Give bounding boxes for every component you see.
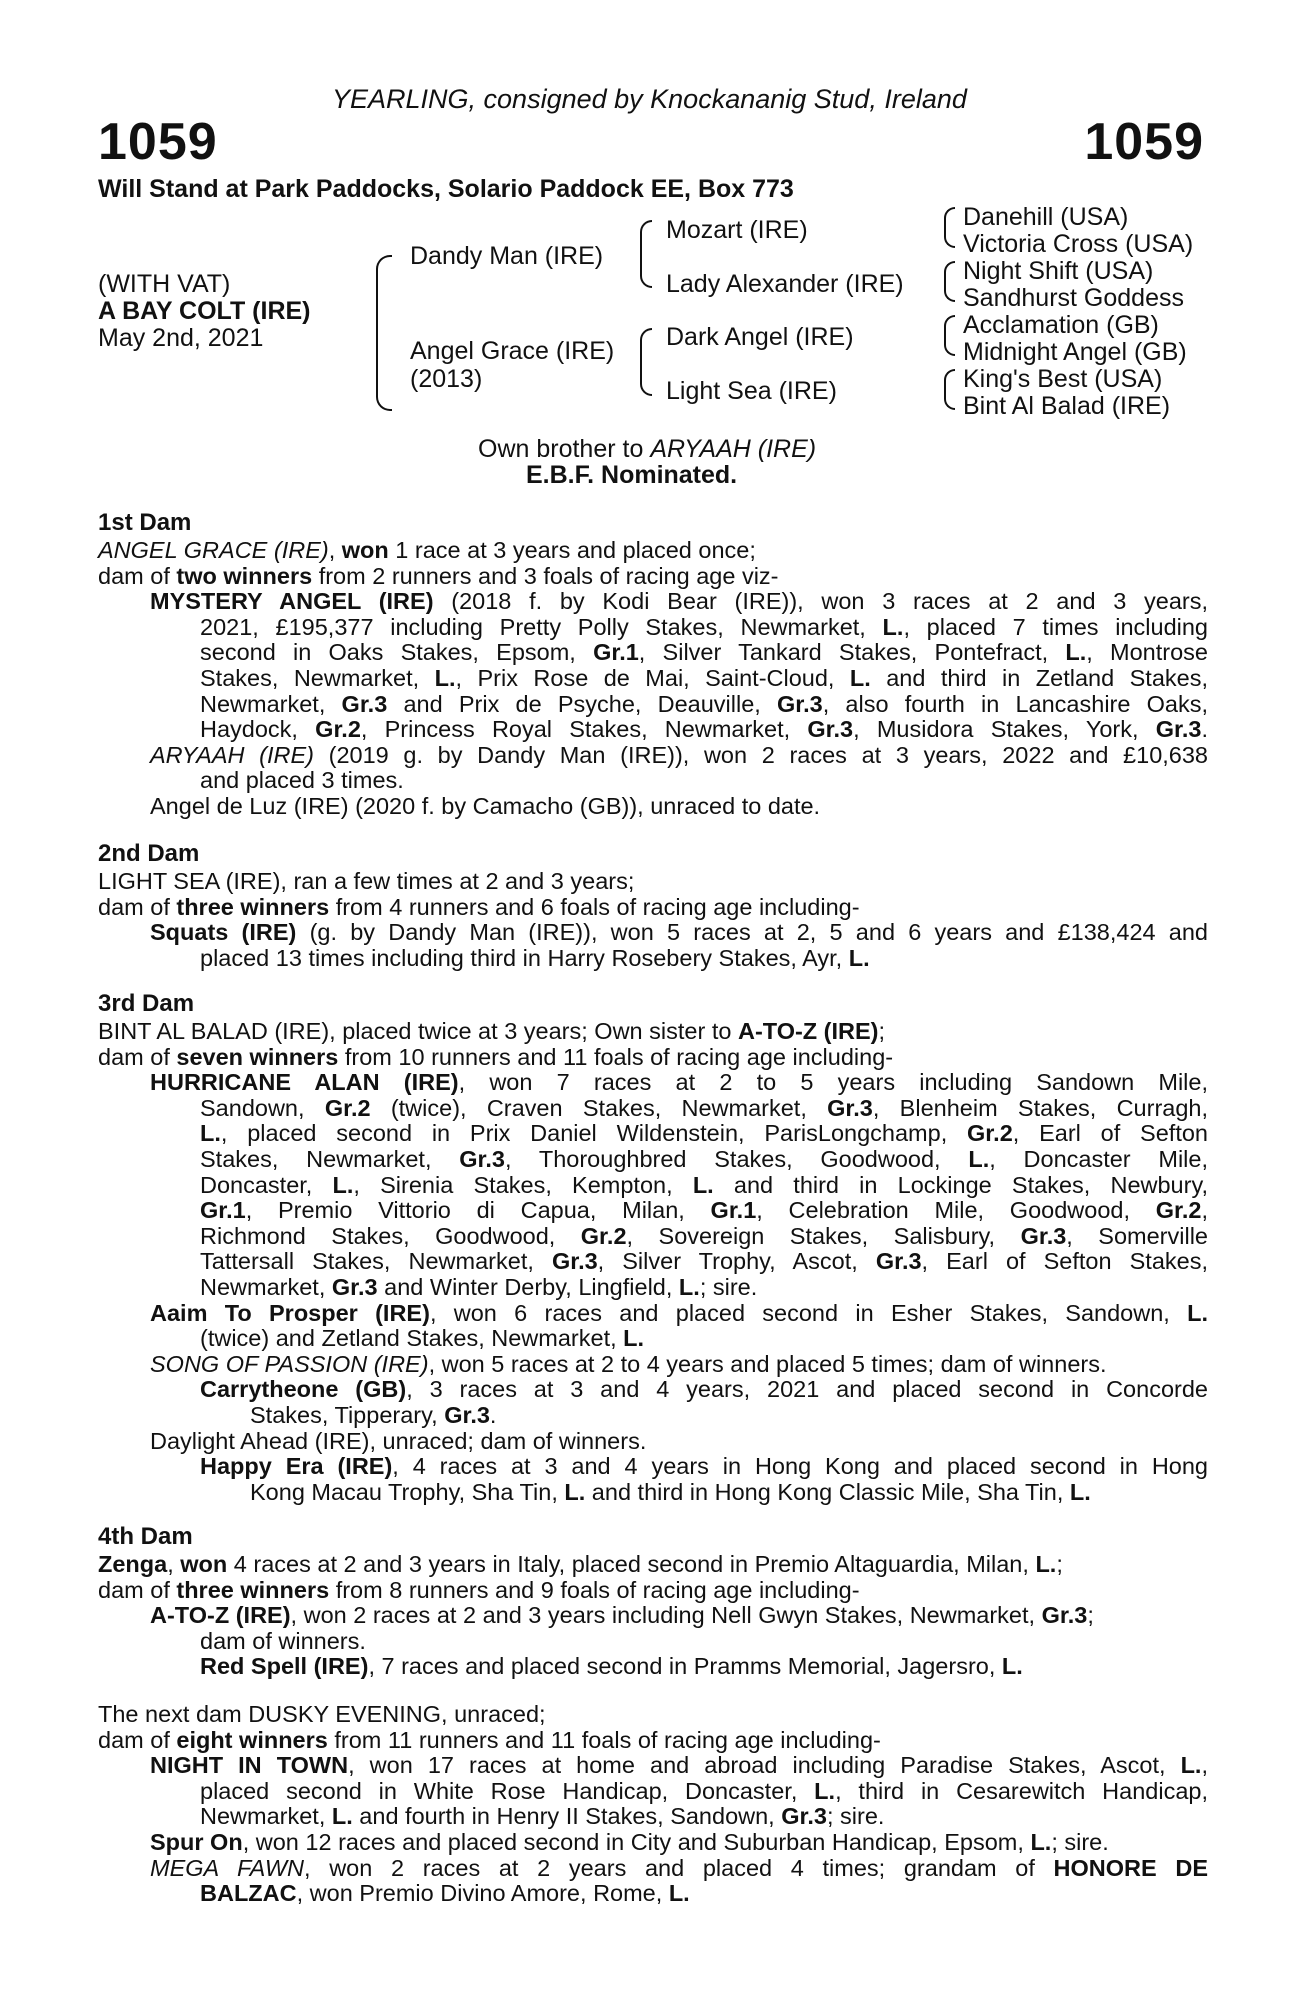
text-line: Newmarket, Gr.3 and Prix de Psyche, Deauville, Gr.3, also fourth in Lancashire Oaks, xyxy=(200,690,1208,717)
text-line: NIGHT IN TOWN, won 17 races at home and abroad including Paradise Stakes, Ascot, L., xyxy=(150,1752,1208,1779)
text-line: MYSTERY ANGEL (IRE) (2018 f. by Kodi Bear (IRE)), won 3 races at 2 and 3 years, xyxy=(150,588,1209,615)
brace-g1 xyxy=(944,207,955,248)
brace-g2 xyxy=(944,261,955,302)
text-line: Gr.1, Premio Vittorio di Capua, Milan, Gr.1, Celebration Mile, Goodwood, Gr.2, xyxy=(200,1197,1208,1224)
text-line: and placed 3 times. xyxy=(200,767,404,794)
grandparent-4: Sandhurst Goddess xyxy=(963,284,1184,312)
text-line: LIGHT SEA (IRE), ran a few times at 2 and 3 years; xyxy=(98,868,635,894)
section-3 xyxy=(98,990,1208,1505)
text-line: Stakes, Newmarket, Gr.3, Thoroughbred Stakes, Goodwood, L., Doncaster Mile, xyxy=(200,1145,1209,1172)
text-line: dam of three winners from 4 runners and 6 foals of racing age including- xyxy=(98,893,860,920)
brace-sire xyxy=(640,220,652,288)
text-line: Tattersall Stakes, Newmarket, Gr.3, Silver Trophy, Ascot, Gr.3, Earl of Sefton Stakes, xyxy=(200,1248,1208,1275)
text-line: Angel de Luz (IRE) (2020 f. by Camacho (GB)), unraced to date. xyxy=(150,792,821,819)
text-line: L., placed second in Prix Daniel Wildenstein, ParisLongchamp, Gr.2, Earl of Sefton xyxy=(200,1120,1208,1147)
own-brother-note xyxy=(478,435,816,464)
text-line: SONG OF PASSION (IRE), won 5 races at 2 to 4 years and placed 5 times; dam of winners. xyxy=(150,1350,1107,1377)
dam-year: (2013) xyxy=(410,365,483,393)
section-5 xyxy=(98,1702,1208,1907)
text-line: ANGEL GRACE (IRE), won 1 race at 3 years and placed once; xyxy=(98,537,756,563)
foaled-date: May 2nd, 2021 xyxy=(98,324,264,352)
text-line: Red Spell (IRE), 7 races and placed second in Pramms Memorial, Jagersro, L. xyxy=(200,1653,1023,1680)
text-line: Stakes, Tipperary, Gr.3. xyxy=(250,1401,497,1428)
text-line: BALZAC, won Premio Divino Amore, Rome, L. xyxy=(200,1880,690,1907)
grandparent-7: King's Best (USA) xyxy=(963,365,1163,393)
text-line: Newmarket, Gr.3 and Winter Derby, Lingfield, L.; sire. xyxy=(200,1273,758,1300)
grandparent-1: Danehill (USA) xyxy=(963,203,1129,231)
own-brother-name: ARYAAH (IRE) xyxy=(650,435,817,463)
section-title: 3rd Dam xyxy=(98,990,195,1017)
text-line: placed 13 times including third in Harry Rosebery Stakes, Ayr, L. xyxy=(200,944,870,971)
text-line: dam of eight winners from 11 runners and 11 foals of racing age including- xyxy=(98,1726,881,1753)
text-line: Doncaster, L., Sirenia Stakes, Kempton, L. and third in Lockinge Stakes, Newbury, xyxy=(200,1171,1208,1198)
text-line: second in Oaks Stakes, Epsom, Gr.1, Silver Tankard Stakes, Pontefract, L., Montrose xyxy=(200,639,1208,666)
text-line: Aaim To Prosper (IRE), won 6 races and placed second in Esher Stakes, Sandown, L. xyxy=(150,1299,1208,1326)
text-line: (twice) and Zetland Stakes, Newmarket, L. xyxy=(200,1325,645,1352)
grandparent-6: Midnight Angel (GB) xyxy=(963,338,1187,366)
grandparent-8: Bint Al Balad (IRE) xyxy=(963,392,1171,420)
text-line: dam of winners. xyxy=(200,1627,366,1654)
text-line: dam of three winners from 8 runners and 9 foals of racing age including- xyxy=(98,1576,860,1603)
text-line: Zenga, won 4 races at 2 and 3 years in Italy, placed second in Premio Altaguardia, Milan, L.; xyxy=(98,1551,1063,1577)
dam-sire: Dark Angel (IRE) xyxy=(666,323,854,351)
brace-main xyxy=(376,255,392,411)
text-line: HURRICANE ALAN (IRE), won 7 races at 2 to 5 years including Sandown Mile, xyxy=(150,1069,1209,1096)
brace-g4 xyxy=(944,369,955,410)
text-line: placed second in White Rose Handicap, Doncaster, L., third in Cesarewitch Handicap, xyxy=(200,1777,1209,1804)
horse-name: A BAY COLT (IRE) xyxy=(98,297,311,325)
consignment-subtitle: YEARLING, consigned by Knockananig Stud, Ireland xyxy=(332,84,967,114)
text-line: Carrytheone (GB), 3 races at 3 and 4 years, 2021 and placed second in Concorde xyxy=(200,1376,1208,1403)
section-2 xyxy=(98,840,1208,971)
stand-location: Will Stand at Park Paddocks, Solario Paddock EE, Box 773 xyxy=(98,175,794,203)
own-brother-prefix: Own brother to xyxy=(478,435,651,463)
lot-number-left: 1059 xyxy=(98,113,218,171)
sire-dam: Lady Alexander (IRE) xyxy=(666,270,904,298)
text-line: Happy Era (IRE), 4 races at 3 and 4 years in Hong Kong and placed second in Hong xyxy=(200,1453,1208,1480)
text-line: Daylight Ahead (IRE), unraced; dam of winners. xyxy=(150,1427,647,1454)
text-line: A-TO-Z (IRE), won 2 races at 2 and 3 years including Nell Gwyn Stakes, Newmarket, Gr.3; xyxy=(150,1602,1094,1629)
text-line: Sandown, Gr.2 (twice), Craven Stakes, Newmarket, Gr.3, Blenheim Stakes, Curragh, xyxy=(200,1094,1209,1121)
grandparent-2: Victoria Cross (USA) xyxy=(963,230,1194,258)
text-line: Haydock, Gr.2, Princess Royal Stakes, Newmarket, Gr.3, Musidora Stakes, York, Gr.3. xyxy=(200,716,1208,743)
section-title: 1st Dam xyxy=(98,509,192,536)
sire: Dandy Man (IRE) xyxy=(410,242,604,270)
section-1 xyxy=(98,509,1208,820)
text-line: Kong Macau Trophy, Sha Tin, L. and third in Hong Kong Classic Mile, Sha Tin, L. xyxy=(250,1478,1091,1505)
text-line: Richmond Stakes, Goodwood, Gr.2, Sovereign Stakes, Salisbury, Gr.3, Somerville xyxy=(200,1222,1208,1249)
text-line: Newmarket, L. and fourth in Henry II Stakes, Sandown, Gr.3; sire. xyxy=(200,1803,885,1830)
dam-dam: Light Sea (IRE) xyxy=(666,377,837,405)
brace-dam xyxy=(640,328,652,396)
text-line: The next dam DUSKY EVENING, unraced; xyxy=(98,1701,546,1727)
grandparent-3: Night Shift (USA) xyxy=(963,257,1154,285)
brace-g3 xyxy=(944,315,955,356)
section-title: 4th Dam xyxy=(98,1523,193,1550)
vat-note: (WITH VAT) xyxy=(98,270,231,298)
lot-number-right: 1059 xyxy=(1084,113,1204,171)
ebf-nominated: E.B.F. Nominated. xyxy=(526,461,738,489)
section-title: 2nd Dam xyxy=(98,840,200,867)
text-line: Stakes, Newmarket, L., Prix Rose de Mai, Saint-Cloud, L. and third in Zetland Stakes, xyxy=(200,664,1208,691)
text-line: 2021, £195,377 including Pretty Polly Stakes, Newmarket, L., placed 7 times including xyxy=(200,613,1208,640)
text-line: dam of two winners from 2 runners and 3 foals of racing age viz- xyxy=(98,562,779,589)
text-line: MEGA FAWN, won 2 races at 2 years and placed 4 times; grandam of HONORE DE xyxy=(150,1854,1209,1881)
dam: Angel Grace (IRE) xyxy=(410,337,615,365)
section-4 xyxy=(98,1523,1208,1680)
grandparent-5: Acclamation (GB) xyxy=(963,311,1159,339)
text-line: Squats (IRE) (g. by Dandy Man (IRE)), won 5 races at 2, 5 and 6 years and £138,424 and xyxy=(150,919,1208,946)
sire-sire: Mozart (IRE) xyxy=(666,216,808,244)
text-line: dam of seven winners from 10 runners and 11 foals of racing age including- xyxy=(98,1043,894,1070)
text-line: ARYAAH (IRE) (2019 g. by Dandy Man (IRE)), won 2 races at 3 years, 2022 and £10,638 xyxy=(150,741,1208,768)
text-line: BINT AL BALAD (IRE), placed twice at 3 years; Own sister to A-TO-Z (IRE); xyxy=(98,1018,886,1044)
text-line: Spur On, won 12 races and placed second in City and Suburban Handicap, Epsom, L.; sire. xyxy=(150,1828,1109,1855)
